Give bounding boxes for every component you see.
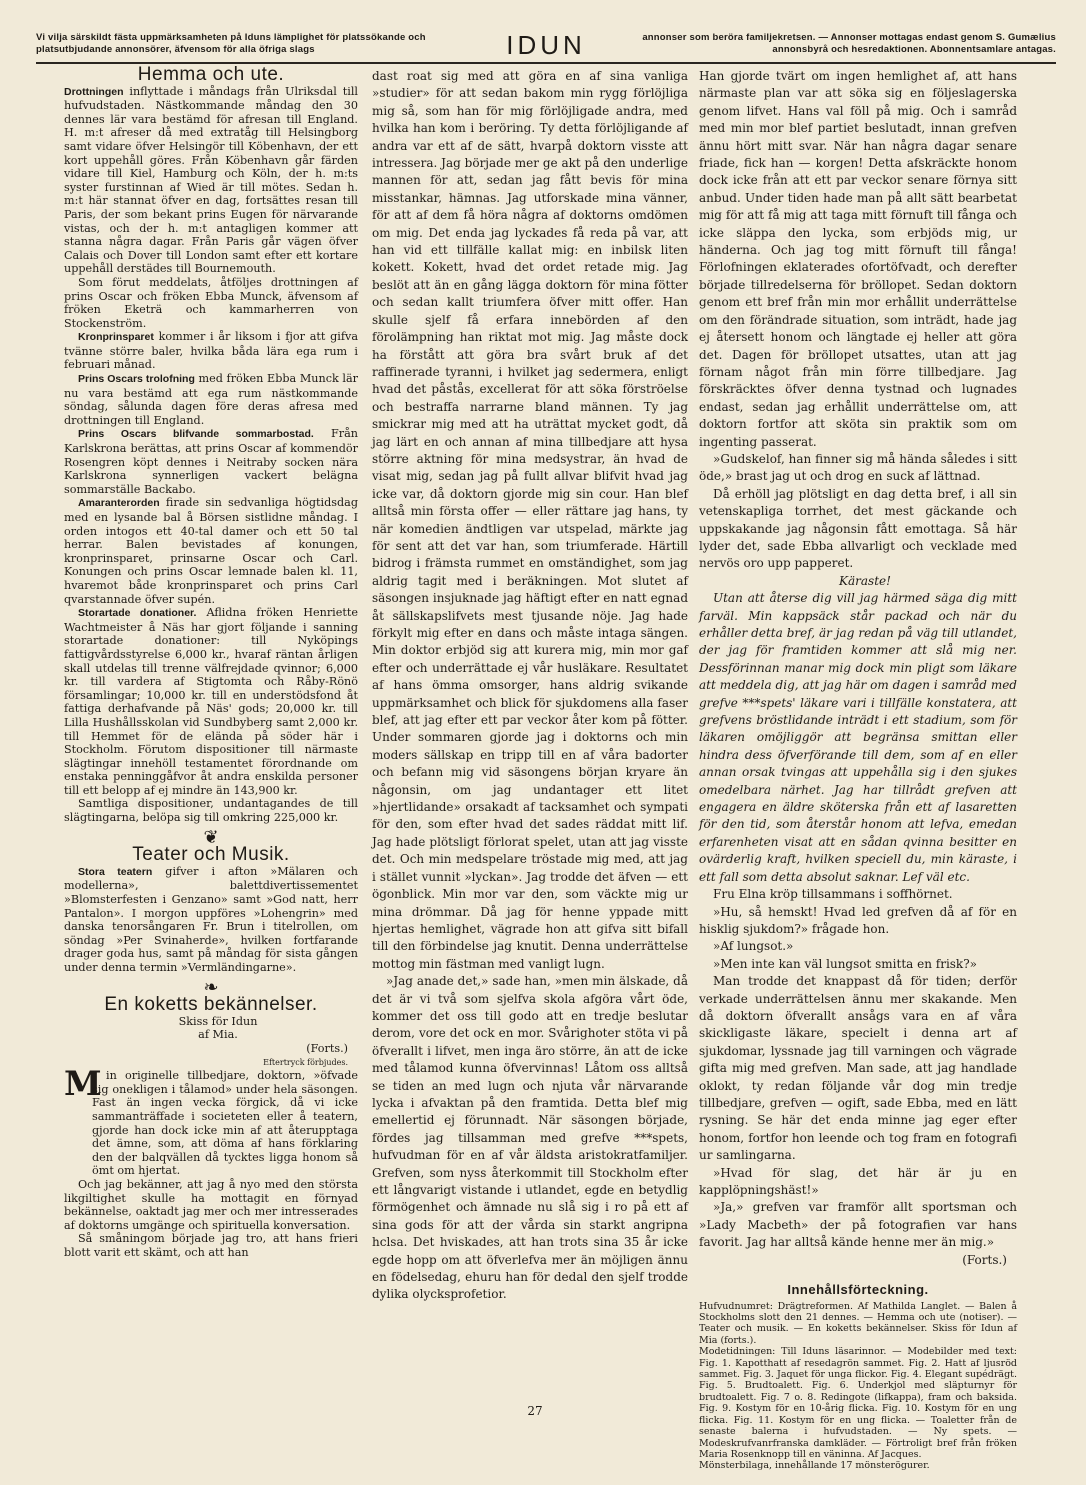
column-1	[64, 64, 358, 1438]
story-author: af Mia.	[198, 1028, 238, 1042]
story-paragraph: Och jag bekänner, att jag å nyo med den största likgiltighet skulle ha mottagit en förnyad bekännelse, oaktadt jag mer och mer intresserades af doktorns umgänge och spirituella konversation.	[64, 1177, 358, 1232]
news-text: Från Karlskrona berättas, att prins Oscar af kommendör Rosengren köpt dennes i Neitraby socken nära Karlskrona synnerligen vackert belägna sommarställe Backabo.	[64, 427, 358, 496]
news-lead: Storartade donationer.	[78, 607, 197, 620]
theater-lead: Stora teatern	[78, 865, 153, 878]
reprint-notice: Eftertryck förbjudes.	[263, 1057, 348, 1067]
theater-text: gifver i afton »Mälaren och modellerna», balettdivertissementet »Blomsterfesten i Genzano» samt »God natt, herr Pantalon». I morgon uppföres »Lohengrin» med danska tenorsångaren Fr. Brun i titelrollen, om söndag »Per Svinaherde», hvilken fortfarande drager goda hus, samt på måndag för sista gången under denna termin »Vermländingarne».	[64, 864, 358, 974]
masthead-title: IDUN	[506, 30, 586, 60]
story-paragraph: »Hvad för slag, det här är ju en kapplöpningshäst!»	[699, 1165, 1017, 1197]
news-text: med fröken Ebba Munck lär nu vara bestämd att ega rum nästkommande söndag, sålunda dagen före deras afresa med drottningen till England.	[64, 372, 358, 427]
section-title-kokett: En koketts bekännelser.	[104, 994, 318, 1016]
story-paragraph: »Men inte kan väl lungsot smitta en frisk?»	[713, 956, 977, 971]
story-paragraph: in originelle tillbedjare, doktorn, »öfvade sig onekligen i tålamod» under hela säsongen. Fast än ingen vecka förgick, då vi icke sammanträffade i societeten eller å teatern, gjorde han dock icke min af att återupptaga det ämne, som, att döma af hans förklaring den der balqvällen då tycktes ligga honom så ömt om hjertat.	[92, 1069, 358, 1178]
story-paragraph: »Hu, så hemskt! Hvad led grefven då af för en hisklig sjukdom?» frågade hon.	[699, 904, 1017, 936]
news-lead: Kronprinsparet	[78, 331, 154, 344]
masthead	[36, 30, 1056, 64]
news-text: kommer i år liksom i fjor att gifva tvänne större baler, hvilka båda lära ega rum i februari månad.	[64, 330, 358, 372]
letter-body: Utan att återse dig vill jag härmed säga dig mitt farväl. Min kappsäck står packad och när du erhåller detta bref, är jag redan på väg till utlandet, der jag för framtiden kommer att slå mig ner. Dessförinnan manar mig dock min pligt som läkare att meddela dig, att jag här om dagen i samråd med grefve ***spets' läkare vari i tillfälle konstatera, att grefvens bröstlidande inträdt i ett stadium, som för läkaren omöjliggör att begränsa smittan eller hindra dess öfverförande till dem, som af en eller annan orsak tvingas att uppehålla sig i den sjukes omedelbara närhet. Jag har tillrådt grefven att engagera en äldre sköterska från ett af lasaretten för den tid, som återstår honom att lefva, emedan erfarenheten visat att en sådan qvinna besitter en ovärderlig kraft, hvilken speciell du, min käraste, i ett fall som detta absolut saknar. Lef väl etc.	[699, 591, 1017, 884]
drop-cap: M	[64, 1064, 102, 1105]
ornament-icon: ❦	[203, 826, 219, 848]
column-3	[699, 68, 1017, 1472]
news-text: Som förut meddelats, åtföljes drottningen af prins Oscar och fröken Ebba Munck, äfvensom af fröken Eketrä och kammarherren von Stockenström.	[64, 275, 358, 330]
section-title-hemma: Hemma och ute.	[137, 64, 285, 85]
news-text: inflyttade i måndags från Ulriksdal till hufvudstaden. Nästkommande måndag den 30 dennes lär vara bestämd för afresan till England. H. m:t afreser då med extratåg till Helsingborg samt vidare öfver Helsingör till Köbenhavn, der ett kort uppehåll göres. Från Köbenhavn går färden vidare till Kiel, Hamburg och Köln, der h. m:ts syster furstinnan af Wied är till mötes. Sedan h. m:t här stannat öfver en dag, fortsättes resan till Paris, der som bekant prins Eugen för närvarande vistas, och der h. m:t antagligen kommer att stanna några dagar. Från Paris går vägen öfver Calais och Dover till London samt efter ett kortare uppehåll derstädes till Bournemouth.	[64, 84, 358, 276]
news-lead: Prins Oscars trolofning	[78, 373, 195, 386]
theater-item	[64, 865, 358, 975]
story-paragraph: Så småningom började jag tro, att hans frieri blott varit ett skämt, och att han	[64, 1232, 358, 1259]
news-item	[64, 427, 358, 496]
story-paragraph: dast roat sig med att göra en af sina vanliga »studier» för att sedan bakom min rygg förlöjliga mig så, som han för mig förlöjligade andra, med hvilka han kom i beröring. Ty detta förlöjligande af andra var ett af de sätt, hvarpå doktorn visste att intressera. Jag började mer ge akt på den underlige mannen för att, sedan jag fått bevis för mina misstankar, hämnas. Jag utforskade mina vänner, för att af dem få höra några af doktorns omdömen om mig. Det enda jag lyckades få reda på var, att han vid ett tillfälle kallat mig: en inbilsk liten kokett. Kokett, hvad det ordet retade mig. Jag beslöt att än en gång lägga doktorn för mina fötter och sedan kallt triumfera öfver mitt offer. Han skulle sjelf få erfara innebörden af den förolämpning han riktat mot mig. Jag måste dock ha förstått att göra bra svårt bruk af det raffinerade tyranni, i hvilket jag sedermera, enligt hvad det påstås, excellerat för att söka förströelse och bestraffa narrarne bland männen. Ty jag smickrar mig med att ha uträttat mycket godt, då jag lärt en och annan af mina tillbedjare att hysa större aktning för mina medsystrar, än hvad de visat mig, sedan jag på fullt allvar blifvit hvad jag icke var, då doktorn gjorde mig sin cour. Han blef alltså min första offer — eller rättare jag hans, ty när komedien ändtligen var utspelad, märkte jag för sent att det var han, som triumferade. Härtill bidrog i främsta rummet en omständighet, som jag aldrig tagit med i beräkningen. Mot slutet af säsongen insjuknade jag häftigt efter en natt egnad åt sällskapslifvets mest tjusande nöje. Jag hade förkylt mig efter en dans och måste intaga sängen. Min doktor erbjöd sig att kurera mig, min mor gaf efter och underrättade ej vår husläkare. Resultatet af hans ömma omsorger, hans aldrig svikande uppmärksamhet och blick för sjukdomens alla faser blef, att jag efter ett par veckor åter kom på fötter. Under sommaren gjorde jag i doktorns och min moders sällskap en tripp till en af våra badorter och befann mig vid säsongens början kryare än någonsin, om jag undantager ett litet »hjertlidande» orsakadt af tacksamhet och sympati för den, som efter hvad det sades räddat mitt lif. Jag hade plötsligt förlorat spelet, utan att jag visste det. Och min medspelare tröstade mig med, att jag i stället vunnit »lyckan». Jag trodde det äfven — ett ögonblick. Min mor var den, som väckte mig ur mina drömmar. Då jag för henne yppade mitt hjertas hemlighet, vägrade hon att gifva sitt bifall till den förbindelse jag knutit. Denna underrättelse mottog min fästman med vanligt lugn.	[372, 69, 688, 971]
news-text: Samtliga dispositioner, undantagandes de till slägtingarna, belöpa sig till omkring 225,000 kr.	[64, 797, 358, 825]
news-lead: Drottningen	[64, 85, 124, 98]
news-item	[64, 372, 358, 427]
story-subtitle: Skiss för Idun	[178, 1014, 258, 1028]
continued-note: (Forts.)	[306, 1041, 348, 1055]
news-text: Aflidna fröken Henriette Wachtmeister å Näs har gjort följande i sanning storartade donationer: till Nyköpings fattigvårdsstyrelse 6,000 kr., hvaraf räntan årligen skall utdelas till trenne välfrejdade qvinnor; 6,000 kr. till vardera af Stigtomta och Råby-Rönö församlingar; 10,000 kr. till en understödsfond åt fattiga derhafvande på Näs' gods; 20,000 kr. till Lilla Hushållsskolan vid Sundbyberg samt 2,000 kr. till Hemmet för de elända på söder här i Stockholm. Förutom dispositioner till närmaste slägtingar innehöll testamentet förordnande om enstaka penninggåfvor åt andra enskilda personer till ett belopp af ej mindre än 143,900 kr.	[64, 606, 358, 797]
news-item	[64, 276, 358, 330]
column-2	[372, 68, 688, 1438]
continued-note: (Forts.)	[962, 1252, 1007, 1267]
table-of-contents	[699, 1283, 1017, 1472]
ornament-icon: ❧	[203, 976, 219, 998]
letter-salutation: Käraste!	[839, 573, 891, 588]
masthead-right-notice: annonser som beröra familjekretsen. — Annonser mottagas endast genom S. Gumælius annonsbyrå och hesredaktionen. Abonnentsamlare antagas.	[642, 32, 1056, 55]
story-paragraph: Då erhöll jag plötsligt en dag detta bref, i all sin vetenskapliga torrhet, det mest gäckande och uppskakande jag någonsin fått emottaga. Så här lyder det, sade Ebba allvarligt och vecklade med nervös oro upp papperet.	[699, 486, 1017, 571]
news-item	[64, 496, 358, 606]
toc-entry: Modetidningen: Till Iduns läsarinnor. — Modebilder med text: Fig. 1. Kapotthatt af resedagrön sammet. Fig. 2. Hatt af ljusröd sammet. Fig. 3. Jaquet för unga flickor. Fig. 4. Elegant supédrägt. Fig. 5. Brudtoalett. Fig. 6. Underkjol med släpturnyr för brudtoalett. Fig. 7 o. 8. Redingote (lifkappa), fram och baksida. Fig. 9. Kostym för en 10-årig flicka. Fig. 10. Kostym för en ung flicka. Fig. 11. Kostym för en ung flicka. — Toaletter från de senaste balerna i hufvudstaden. — Ny spets. — Modeskrufvanrfranska damkläder. — Förtroligt bref från fröken Maria Rosenknopp till en väninna. Af Jacques.	[699, 1346, 1017, 1460]
story-paragraph: Han gjorde tvärt om ingen hemlighet af, att hans närmaste plan var att söka sig en följeslagerska genom lifvet. Hans val föll på mig. Och i samråd med min mor blef partiet beslutadt, innan grefven ännu hört mitt svar. När han några dagar senare friade, fick han — korgen! Detta afskräckte honom dock icke från att ett par veckor senare förnya sitt anbud. Under tiden hade man på allt sätt bearbetat mig för att få mig att taga mitt förnuft till fånga och icke släppa den lycka, som erbjöds mig, ur händerna. Och jag tog mitt förnuft till fånga! Förlofningen eklaterades ofortöfvadt, och derefter började tillredelserna för bröllopet. Sedan doktorn genom ett bref från min mor erhållit underrättelse om den förändrade situation, som inträdt, hade jag ej återsett honom och längtade ej heller att göra det. Dagen för bröllopet utsattes, utan att jag förnam något från min förre tillbedjare. Jag förskräcktes öfver denna tystnad och lugnades endast, sedan jag erhållit underrättelse om, att doktorn fortfor att sköta sin praktik som om ingenting passerat.	[699, 69, 1017, 449]
story-paragraph: »Gudskelof, han finner sig må hända således i sitt öde,» brast jag ut och drog en suck af lättnad.	[699, 451, 1017, 484]
story-opening	[64, 1064, 358, 1178]
masthead-left-notice: Vi vilja särskildt fästa uppmärksamheten på Iduns lämplighet för platssökande och platsutbjudande annonsörer, äfvensom för alla öfriga slags	[36, 32, 426, 55]
toc-entry: Hufvudnumret: Drägtreformen. Af Mathilda Langlet. — Balen å Stockholms slott den 21 dennes. — Hemma och ute (notiser). — Teater och musik. — En koketts bekännelser. Skiss för Idun af Mia (forts.).	[699, 1300, 1017, 1346]
news-item	[64, 85, 358, 276]
story-paragraph: Fru Elna kröp tillsammans i soffhörnet.	[713, 887, 953, 902]
news-lead: Amaranterorden	[78, 497, 160, 510]
story-paragraph: »Jag anade det,» sade han, »men min älskade, då det är vi två som sjelfva skola afgöra vårt öde, kommer det oss till godo att en tredje beslutar derom, vore det ock en mor. Svårighoter stöta vi på öfverallt i lifvet, men inga äro större, än att de icke med tålamod kunna öfvervinnas! Låtom oss alltså se tiden an med lugn och njuta vår närvarande lycka i afvaktan på den framtida. Detta blef mig emellertid ej förunnadt. När säsongen började, fördes jag tillsamman med grefve ***spets, hufvudman för en af vår äldsta aristokratfamiljer. Grefven, som nyss återkommit till Stockholm efter ett långvarigt vistande i utlandet, egde en betydlig förmögenhet och ämnade nu slå sig i ro på ett af sina gods för att der vårda sin starkt angripna hclsa. Det hviskades, att han trots sina 35 år icke egde hopp om att öfverlefva mer än möjligen ännu en födelsedag, ehuru han för dedal den sjelf trodde dylika olycksprofetior.	[372, 974, 688, 1302]
story-paragraph: Man trodde det knappast då för tiden; derför verkade underrättelsen ännu mer skakande. Men då doktorn öfverallt ansågs vara en af våra skickligaste läkare, specielt i denna art af sjukdomar, lyssnade jag till varningen och vägrade gifta mig med grefven. Man sade, att jag handlade oklokt, ty redan följande vår dog min tredje tillbedjare, grefven — ogift, sade Ebba, med en lätt rysning. Se här det enda minne jag eger efter honom, fortfor hon leende och tog fram en fotografi ur samlingarna.	[699, 974, 1017, 1163]
story-paragraph: »Af lungsot.»	[713, 939, 794, 954]
news-item	[64, 330, 358, 372]
toc-title: Innehållsförteckning.	[787, 1282, 929, 1298]
news-item	[64, 797, 358, 824]
story-paragraph: »Ja,» grefven var framför allt sportsman och »Lady Macbeth» der på fotografien var hans favorit. Jag har alltså kände henne mer än mig.»	[699, 1200, 1017, 1250]
news-item	[64, 606, 358, 797]
page-number: 27	[527, 1404, 543, 1418]
news-text: firade sin sedvanliga högtidsdag med en lysande bal å Börsen sistlidne måndag. I orden intogos ett 40-tal damer och ett 50 tal herrar. Balen bevistades af konungen, kronprinsparet, prinsarne Oscar och Carl. Konungen och prins Oscar lemnade balen kl. 11, hvaremot både kronprinsparet och prins Carl qvarstannade öfver supén.	[64, 496, 358, 606]
section-title-teater: Teater och Musik.	[132, 844, 290, 866]
toc-entry: Mönsterbilaga, innehållande 17 mönsterögurer.	[699, 1460, 930, 1472]
news-lead: Prins Oscars blifvande sommarbostad.	[78, 428, 314, 441]
